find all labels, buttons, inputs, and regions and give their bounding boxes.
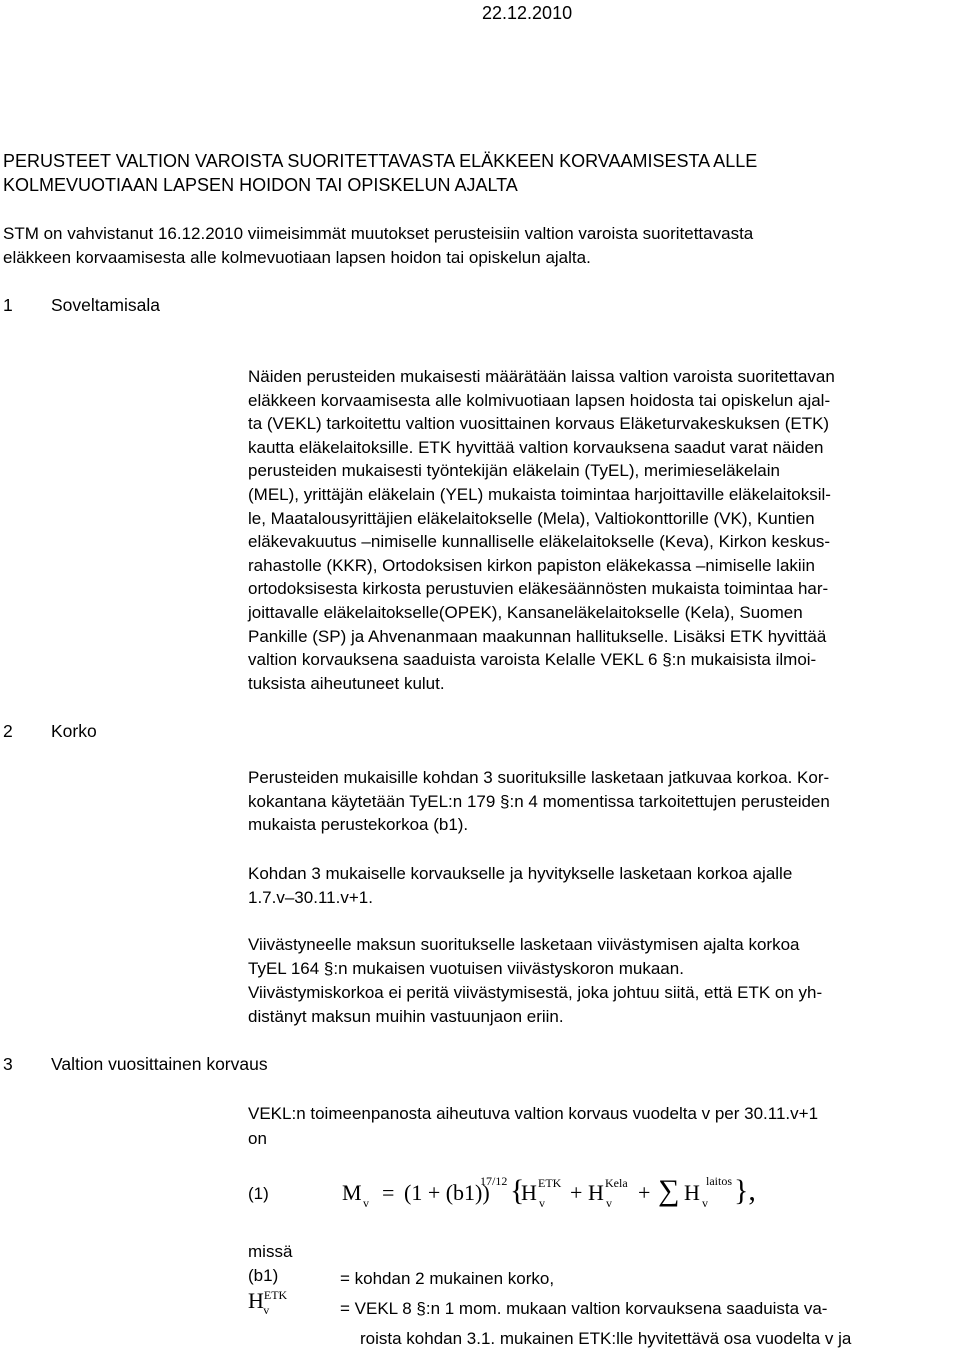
definitions-list xyxy=(340,1264,851,1354)
formula-sub-v: v xyxy=(702,1196,708,1210)
formula-plus: + xyxy=(638,1180,651,1205)
section-heading-2 xyxy=(3,720,97,744)
definition-b1: = kohdan 2 mukainen korko, xyxy=(340,1269,555,1288)
formula-paren: (1 + (b1)) xyxy=(404,1180,490,1205)
text-line: eläkkeen korvaamisesta alle kolmivuotiaan lapsen hoidosta tai opiskelun ajal- xyxy=(248,390,831,410)
text-line: ta (VEKL) tarkoitettu valtion vuosittainen korvaus Eläketurvakeskuksen (ETK) xyxy=(248,414,830,434)
text-line: Kohdan 3 mukaiselle korvaukselle ja hyvitykselle lasketaan korkoa ajalle xyxy=(248,864,793,883)
text-line: le, Maatalousyrittäjien eläkelaitokselle (Mela), Valtiokonttorille (VK), Kuntien xyxy=(248,508,815,528)
section-title: Valtion vuosittainen korvaus xyxy=(51,1054,268,1074)
text-line: eläkevakuutus –nimiselle kunnalliselle eläkelaitokselle (Keva), Kirkon keskus- xyxy=(248,532,831,552)
text-line: perusteiden mukaisesti työntekijän eläkelain (TyEL), merimieseläkelain xyxy=(248,461,780,481)
formula-sub-v: v xyxy=(363,1196,369,1210)
formula-label: (1) xyxy=(248,1184,269,1203)
formula-sub-v: v xyxy=(539,1196,545,1210)
section-title: Soveltamisala xyxy=(51,295,160,315)
def-symbol-H: H xyxy=(248,1288,264,1313)
formula-left-brace: { xyxy=(510,1174,525,1207)
text-line: distänyt maksun muihin vastuunjaon eriin. xyxy=(248,1006,564,1026)
text-line: Viivästymiskorkoa ei peritä viivästymisestä, joka johtuu siitä, että ETK on yh- xyxy=(248,983,823,1002)
section-heading-3 xyxy=(3,1053,268,1077)
intro-line-1: STM on vahvistanut 16.12.2010 viimeisimmät muutokset perusteisiin valtion varoista suoritettavasta xyxy=(3,224,754,243)
text-line: Viivästyneelle maksun suoritukselle lasketaan viivästymisen ajalta korkoa xyxy=(248,935,800,954)
formula-expression xyxy=(342,1174,942,1220)
section-number: 1 xyxy=(3,295,13,315)
text-line: Näiden perusteiden mukaisesti määrätään laissa valtion varoista suoritettavan xyxy=(248,367,835,386)
text-line: tuksista aiheutuneet kulut. xyxy=(248,673,445,693)
formula-H: H xyxy=(521,1180,537,1205)
section-number: 3 xyxy=(3,1054,13,1074)
intro-line-2: eläkkeen korvaamisesta alle kolmevuotiaan lapsen hoidon tai opiskelun ajalta. xyxy=(3,248,591,267)
text-line: mukaista perustekorkoa (b1). xyxy=(248,815,469,835)
text-line: (MEL), yrittäjän eläkelain (YEL) mukaista toimintaa harjoittaville eläkelaitoksil- xyxy=(248,484,831,504)
text-line: VEKL:n toimeenpanosta aiheutuva valtion korvaus vuodelta v per 30.11.v+1 xyxy=(248,1104,819,1123)
korko-paragraph-2 xyxy=(248,862,792,909)
title-line-1: PERUSTEET VALTION VAROISTA SUORITETTAVASTA ELÄKKEEN KORVAAMISESTA ALLE xyxy=(3,151,758,171)
definition-h-etk: = VEKL 8 §:n 1 mom. mukaan valtion korvauksena saaduista va- xyxy=(340,1299,828,1318)
text-line: 1.7.v–30.11.v+1. xyxy=(248,887,373,907)
def-symbol-b1: (b1) xyxy=(248,1265,279,1285)
text-line: kautta eläkelaitoksille. ETK hyvittää valtion korvauksena saadut varat näiden xyxy=(248,437,824,457)
definition-continuation: roista kohdan 3.1. mukainen ETK:lle hyvitettävä osa vuodelta v ja xyxy=(360,1329,852,1348)
vekl-paragraph xyxy=(248,1101,818,1151)
intro-paragraph xyxy=(3,222,753,270)
formula-sup-laitos: laitos xyxy=(706,1174,732,1188)
korko-paragraph-3 xyxy=(248,933,800,980)
document-date: 22.12.2010 xyxy=(482,3,573,23)
text-line: Pankille (SP) ja Ahvenanmaan maakunnan hallitukselle. Lisäksi ETK hyvittää xyxy=(248,626,827,646)
section-heading-1 xyxy=(3,294,160,318)
text-line: ortodoksisesta kirkosta perustuvien eläkesäännösten mukaista toimintaa har- xyxy=(248,579,829,599)
where-block xyxy=(248,1240,292,1287)
formula-sup-kela: Kela xyxy=(605,1176,628,1190)
formula-plus: + xyxy=(570,1180,583,1205)
formula-M: M xyxy=(342,1180,362,1205)
text-line: kokantana käytetään TyEL:n 179 §:n 4 momentissa tarkoitettujen perusteiden xyxy=(248,791,830,811)
formula-equals: = xyxy=(382,1180,395,1205)
formula-right-brace: }, xyxy=(734,1174,756,1207)
section-1-body xyxy=(248,365,835,695)
formula-H: H xyxy=(684,1180,700,1205)
section-title: Korko xyxy=(51,721,97,741)
formula-H: H xyxy=(588,1180,604,1205)
text-line: Perusteiden mukaisille kohdan 3 suorituksille lasketaan jatkuvaa korkoa. Kor- xyxy=(248,768,830,787)
formula-1 xyxy=(248,1174,948,1220)
formula-exponent: 17/12 xyxy=(480,1174,508,1188)
text-line: on xyxy=(248,1129,267,1148)
text-line: rahastolle (KKR), Ortodoksisen kirkon papiston eläkekassa –nimiselle lakiin xyxy=(248,555,815,575)
formula-sub-v: v xyxy=(606,1196,612,1210)
def-symbol-sup: ETK xyxy=(263,1288,288,1302)
korko-paragraph-1 xyxy=(248,766,830,837)
where-label: missä xyxy=(248,1242,293,1261)
section-number: 2 xyxy=(3,721,13,741)
document-title xyxy=(3,149,757,197)
korko-paragraph-4 xyxy=(248,981,822,1028)
text-line: TyEL 164 §:n mukaisen vuotuisen viivästyskoron mukaan. xyxy=(248,958,684,978)
text-line: joittavalle eläkelaitokselle(OPEK), Kansaneläkelaitokselle (Kela), Suomen xyxy=(248,602,803,622)
formula-sum: ∑ xyxy=(658,1174,680,1207)
def-symbol-h-etk xyxy=(248,1288,293,1317)
title-line-2: KOLMEVUOTIAAN LAPSEN HOIDON TAI OPISKELUN AJALTA xyxy=(3,175,518,195)
def-symbol-sub: v xyxy=(263,1303,270,1317)
text-line: valtion korvauksena saaduista varoista Kelalle VEKL 6 §:n mukaisista ilmoi- xyxy=(248,650,817,670)
formula-sup-etk: ETK xyxy=(538,1176,562,1190)
